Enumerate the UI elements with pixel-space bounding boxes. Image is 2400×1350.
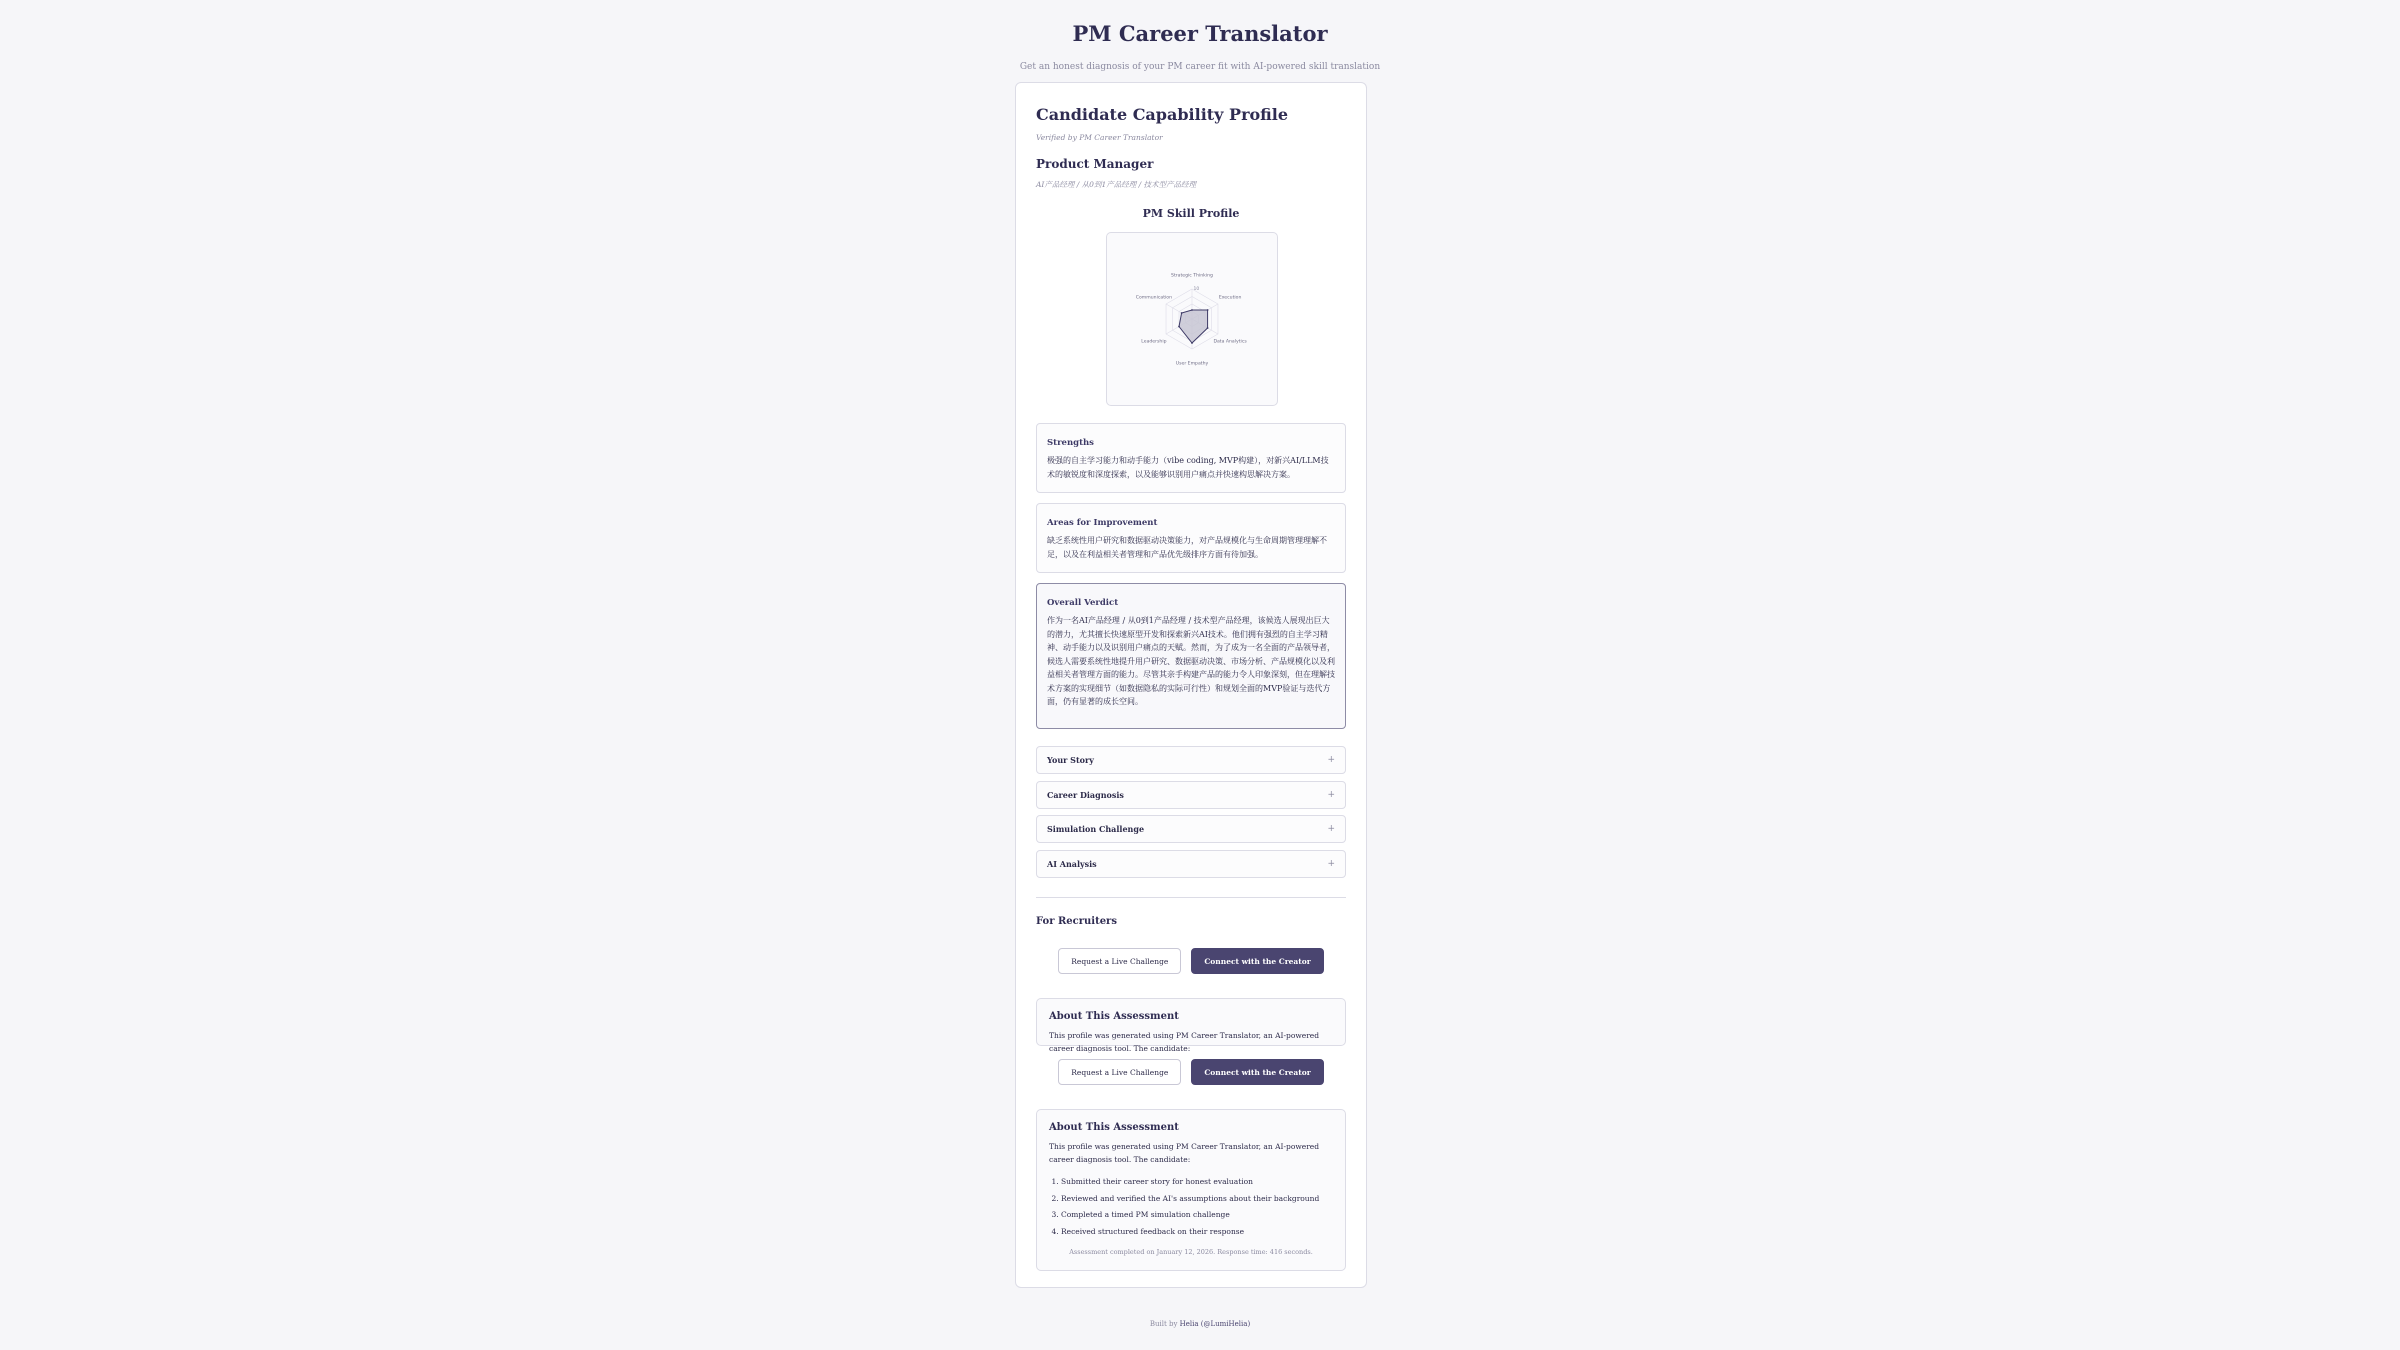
about-intro: This profile was generated using PM Career Translator, an AI-powered career diagnosis tool. The candidate: <box>1049 1031 1320 1053</box>
profile-card <box>1015 82 1367 1288</box>
footer-author-link[interactable]: Helia (@LumiHelia) <box>1179 1320 1251 1328</box>
accordion-simulation-challenge[interactable] <box>1036 815 1346 843</box>
accordion-label: Career Diagnosis <box>1047 790 1124 800</box>
recruiter-actions-repeat <box>1016 1059 1366 1085</box>
radar-axis-label: Communication <box>1135 295 1173 301</box>
radar-axis-label: Leadership <box>1141 339 1167 345</box>
verdict-heading: Overall Verdict <box>1047 598 1119 608</box>
radar-point <box>1207 327 1209 329</box>
radar-point <box>1191 342 1193 344</box>
footer-prefix: Built by <box>1149 1320 1178 1328</box>
about-step: 4. Received structured feedback on their response <box>1061 1224 1333 1241</box>
radar-axis-label: Data Analytics <box>1213 339 1247 345</box>
request-challenge-button[interactable]: Request a Live Challenge <box>1058 1059 1181 1085</box>
radar-point <box>1207 309 1209 311</box>
accordion-label: AI Analysis <box>1047 859 1097 869</box>
radar-point <box>1178 326 1180 328</box>
strengths-text: 极强的自主学习能力和动手能力（vibe coding, MVP构建），对新兴AI/LLM技术的敏锐度和深度探索，以及能够识别用户痛点并快速构思解决方案。 <box>1047 456 1329 479</box>
app-title: PM Career Translator <box>1072 21 1328 46</box>
section-divider <box>1036 897 1346 898</box>
accordion-career-diagnosis[interactable] <box>1036 781 1346 809</box>
radar-series-area <box>1179 310 1208 343</box>
radar-chart-box <box>1106 232 1278 406</box>
plus-icon: + <box>1327 824 1335 834</box>
chart-title: PM Skill Profile <box>1142 207 1240 220</box>
about-heading: About This Assessment <box>1049 1011 1179 1022</box>
profile-title: Candidate Capability Profile <box>1036 105 1289 124</box>
improvement-text: 缺乏系统性用户研究和数据驱动决策能力，对产品规模化与生命周期管理理解不足，以及在利益相关者管理和产品优先级排序方面有待加强。 <box>1047 536 1327 559</box>
improvement-heading: Areas for Improvement <box>1047 518 1158 528</box>
connect-creator-button[interactable]: Connect with the Creator <box>1191 1059 1323 1085</box>
assessment-note: Assessment completed on January 12, 2026. Response time: 416 seconds. <box>1069 1248 1313 1256</box>
verified-label: Verified by PM Career Translator <box>1036 133 1163 142</box>
plus-icon: + <box>1327 859 1335 869</box>
page-header <box>0 0 2400 72</box>
role-title: Product Manager <box>1036 157 1154 171</box>
accordion-your-story[interactable] <box>1036 746 1346 774</box>
about-step: 2. Reviewed and verified the AI's assumptions about their background <box>1061 1191 1333 1208</box>
request-challenge-button[interactable]: Request a Live Challenge <box>1058 948 1181 974</box>
radar-axis-label: Strategic Thinking <box>1171 273 1213 279</box>
footer <box>0 1320 2400 1328</box>
accordion-label: Your Story <box>1047 755 1094 765</box>
recruiters-heading: For Recruiters <box>1036 916 1117 927</box>
app-subtitle: Get an honest diagnosis of your PM career fit with AI-powered skill translation <box>1019 62 1381 72</box>
improvement-section <box>1036 503 1346 573</box>
radar-chart <box>1107 233 1277 405</box>
radar-axis-label: User Empathy <box>1175 361 1209 367</box>
connect-creator-button[interactable]: Connect with the Creator <box>1191 948 1323 974</box>
radar-max-tick: 10 <box>1193 287 1200 292</box>
plus-icon: + <box>1327 755 1335 765</box>
strengths-heading: Strengths <box>1047 438 1094 448</box>
about-intro: This profile was generated using PM Career Translator, an AI-powered career diagnosis tool. The candidate: <box>1049 1142 1320 1164</box>
radar-point <box>1191 309 1193 311</box>
about-heading: About This Assessment <box>1049 1122 1179 1133</box>
verdict-section <box>1036 583 1346 729</box>
verdict-text: 作为一名AI产品经理 / 从0到1产品经理 / 技术型产品经理，该候选人展现出巨大的潜力，尤其擅长快速原型开发和探索新兴AI技术。他们拥有强烈的自主学习精神、动手能力以及识别用户痛点的天赋。然而，为了成为一名全面的产品领导者，候选人需要系统性地提升用户研究、数据驱动决策、市场分析、产品规模化以及利益相关者管理方面的能力。尽管其亲手构建产品的能力令人印象深刻，但在理解技术方案的实现细节（如数据隐私的实际可行性）和规划全面的MVP验证与迭代方面，仍有显著的成长空间。 <box>1047 616 1335 706</box>
radar-point <box>1181 312 1183 314</box>
accordion-ai-analysis[interactable] <box>1036 850 1346 878</box>
role-tags: AI产品经理 / 从0到1产品经理 / 技术型产品经理 <box>1036 180 1197 189</box>
recruiter-actions <box>1016 948 1366 974</box>
about-step: 3. Completed a timed PM simulation challenge <box>1061 1207 1333 1224</box>
about-steps <box>1049 1174 1333 1240</box>
strengths-section <box>1036 423 1346 493</box>
accordion-label: Simulation Challenge <box>1047 824 1145 834</box>
about-step: 1. Submitted their career story for honest evaluation <box>1061 1174 1333 1191</box>
about-section-preview <box>1036 998 1346 1053</box>
plus-icon: + <box>1327 790 1335 800</box>
radar-axis-label: Execution <box>1218 295 1242 301</box>
about-section <box>1036 1109 1346 1271</box>
